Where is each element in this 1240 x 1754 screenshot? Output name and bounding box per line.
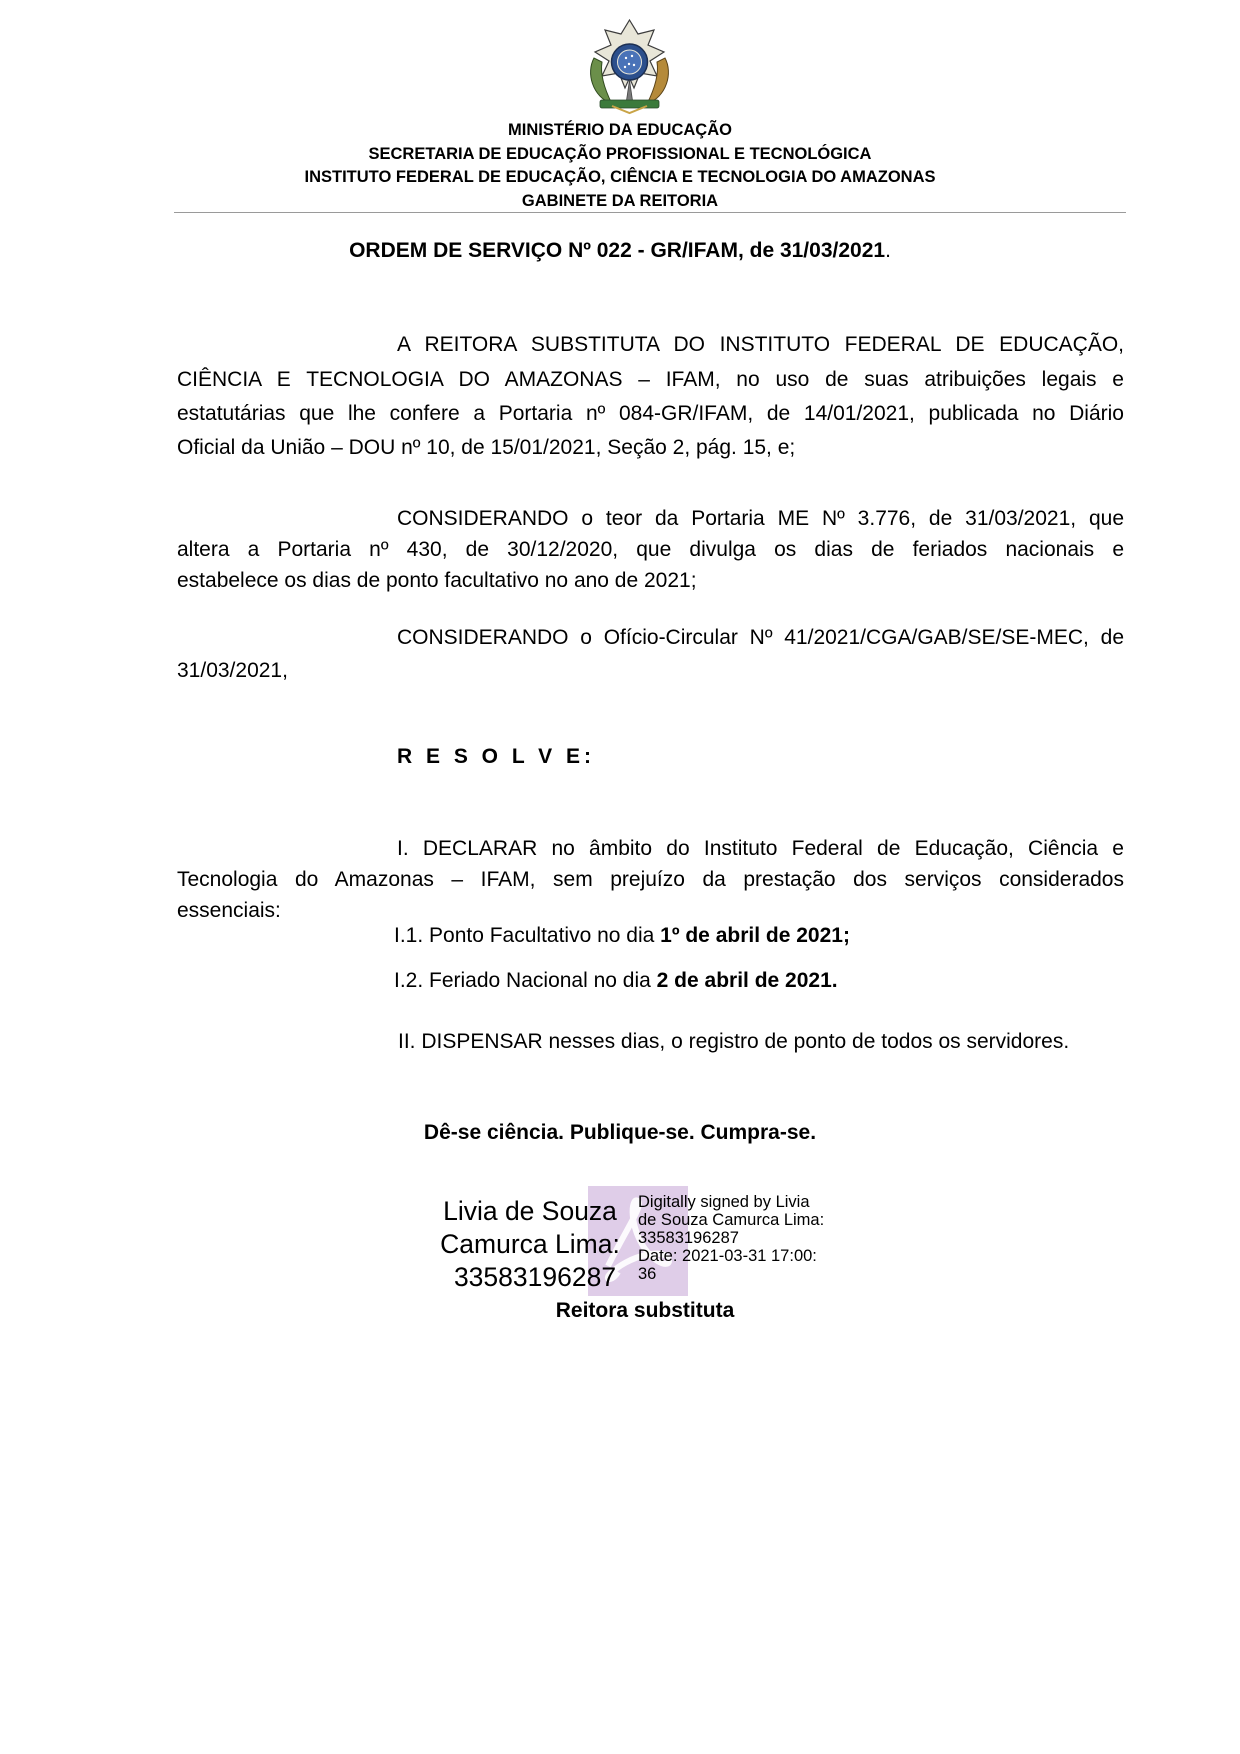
signature-details bbox=[638, 1193, 824, 1283]
signer-name-line: Camurca Lima: bbox=[440, 1229, 620, 1259]
ministry-name: MINISTÉRIO DA EDUCAÇÃO bbox=[508, 121, 732, 139]
institute-name: INSTITUTO FEDERAL DE EDUCAÇÃO, CIÊNCIA E TECNOLOGIA DO AMAZONAS bbox=[304, 168, 936, 186]
signer-name bbox=[430, 1195, 630, 1294]
considerando-paragraph-2 bbox=[177, 622, 1124, 686]
considerando-paragraph-1 bbox=[177, 503, 1124, 596]
signer-name-line: 33583196287 bbox=[453, 1262, 617, 1292]
item-1-1-text: I.1. Ponto Facultativo no dia bbox=[394, 924, 661, 947]
paragraph-line: Tecnologia do Amazonas – IFAM, sem prejuízo da prestação dos serviços considerados bbox=[177, 868, 1124, 891]
signature-detail-line: Date: 2021-03-31 17:00: bbox=[638, 1247, 817, 1265]
signature-detail-line: de Souza Camurca Lima: bbox=[638, 1211, 825, 1229]
paragraph-line: altera a Portaria nº 430, de 30/12/2020, que divulga os dias de feriados nacionais e bbox=[177, 538, 1124, 561]
paragraph-line: Oficial da União – DOU nº 10, de 15/01/2021, Seção 2, pág. 15, e; bbox=[177, 436, 796, 459]
brazil-coat-of-arms-icon bbox=[582, 18, 677, 115]
letterhead bbox=[170, 119, 1070, 213]
paragraph-line: CIÊNCIA E TECNOLOGIA DO AMAZONAS – IFAM, no uso de suas atribuições legais e bbox=[177, 368, 1124, 391]
paragraph-line: A REITORA SUBSTITUTA DO INSTITUTO FEDERAL DE EDUCAÇÃO, bbox=[397, 333, 1124, 356]
paragraph-line: essenciais: bbox=[177, 899, 281, 922]
signature-detail-line: 36 bbox=[638, 1265, 657, 1283]
item-1-2-text: I.2. Feriado Nacional no dia bbox=[394, 969, 657, 992]
item-1-1-date: 1º de abril de 2021; bbox=[660, 924, 850, 947]
paragraph-line: I. DECLARAR no âmbito do Instituto Federal de Educação, Ciência e bbox=[397, 837, 1124, 860]
item-1-paragraph bbox=[177, 833, 1124, 926]
resolve-heading: R E S O L V E: bbox=[397, 745, 595, 768]
office-name: GABINETE DA REITORIA bbox=[521, 191, 719, 210]
document-title bbox=[0, 239, 1240, 263]
secretariat-name: SECRETARIA DE EDUCAÇÃO PROFISSIONAL E TECNOLÓGICA bbox=[368, 144, 872, 163]
signature-detail-line: 33583196287 bbox=[638, 1229, 739, 1247]
signature-detail-line: Digitally signed by Livia bbox=[638, 1193, 810, 1211]
item-2: II. DISPENSAR nesses dias, o registro de ponto de todos os servidores. bbox=[398, 1030, 1070, 1053]
paragraph-line: CONSIDERANDO o teor da Portaria ME Nº 3.776, de 31/03/2021, que bbox=[397, 507, 1124, 530]
paragraph-line: CONSIDERANDO o Ofício-Circular Nº 41/2021/CGA/GAB/SE/SE-MEC, de bbox=[397, 626, 1124, 649]
signer-name-line: Livia de Souza bbox=[443, 1196, 617, 1226]
paragraph-line: estatutárias que lhe confere a Portaria nº 084-GR/IFAM, de 14/01/2021, publicada no Diário bbox=[177, 402, 1124, 425]
title-period: . bbox=[885, 239, 891, 262]
preamble-paragraph bbox=[177, 329, 1124, 463]
item-1-2 bbox=[394, 969, 838, 993]
signer-role: Reitora substituta bbox=[555, 1299, 735, 1322]
title-text: ORDEM DE SERVIÇO Nº 022 - GR/IFAM, de 31/03/2021 bbox=[349, 239, 886, 262]
closing-formula: Dê-se ciência. Publique-se. Cumpra-se. bbox=[423, 1121, 817, 1144]
item-1-2-date: 2 de abril de 2021. bbox=[656, 969, 838, 992]
paragraph-line: estabelece os dias de ponto facultativo no ano de 2021; bbox=[177, 569, 697, 592]
item-1-1 bbox=[394, 924, 850, 948]
header-divider bbox=[174, 212, 1126, 213]
paragraph-line: 31/03/2021, bbox=[177, 659, 288, 682]
